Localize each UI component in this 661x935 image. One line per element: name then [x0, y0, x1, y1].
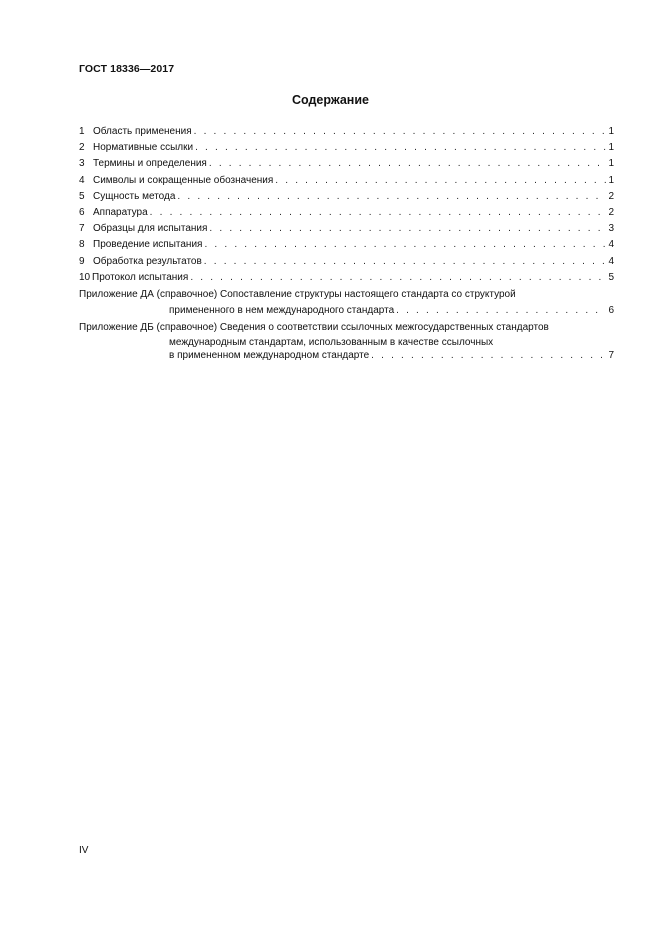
page-number: IV: [79, 845, 89, 856]
toc-item-page: 1: [608, 174, 614, 186]
toc-item-number: 1: [79, 126, 85, 137]
toc-title: Содержание: [291, 93, 369, 107]
toc-item-title: Область применения: [93, 126, 192, 137]
toc-appendix-title-cont: примененного в нем международного стандарта: [169, 305, 395, 317]
toc-leader: [195, 140, 606, 156]
toc-appendix-title: Приложение ДА (справочное) Сопоставление структуры настоящего стандарта со структурой: [79, 289, 516, 301]
toc-item-number: 9: [79, 255, 85, 267]
toc-item[interactable]: [79, 205, 614, 221]
toc-leader: [209, 221, 606, 237]
toc-item-title: Символы и сокращенные обозначения: [93, 174, 274, 186]
toc-item[interactable]: [79, 270, 614, 286]
toc-item-title: Проведение испытания: [93, 239, 203, 251]
toc-leader: [194, 124, 606, 140]
toc-item-title: Нормативные ссылки: [93, 142, 194, 154]
toc-item-page: 2: [608, 190, 614, 202]
toc-item-title: Термины и определения: [93, 158, 207, 170]
toc-item[interactable]: [79, 254, 614, 270]
toc-item[interactable]: [79, 221, 614, 237]
toc-appendix-row: [79, 348, 614, 364]
toc-leader: [204, 254, 606, 270]
toc-item-number: 7: [79, 223, 85, 235]
toc-leader: [177, 189, 606, 205]
toc-leader: [204, 237, 606, 253]
toc-item-number: 2: [79, 142, 85, 154]
toc-item-page: 6: [608, 305, 614, 317]
toc-item-number: 3: [79, 158, 85, 170]
toc-item-title: Сущность метода: [93, 190, 176, 202]
toc-item-page: 1: [608, 142, 614, 154]
toc-item-title: Обработка результатов: [93, 255, 202, 267]
toc-appendix-title-cont: в примененном международном стандарте: [169, 349, 370, 361]
toc-appendix-da[interactable]: [79, 287, 614, 319]
toc-item-page: 3: [608, 223, 614, 235]
toc-leader: [371, 348, 606, 364]
toc-item-page: 1: [608, 126, 614, 137]
toc-leader: [275, 173, 606, 189]
toc-item[interactable]: [79, 156, 614, 172]
toc-item-page: 4: [608, 255, 614, 267]
toc-item-number: 6: [79, 207, 85, 219]
toc-leader: [190, 270, 606, 286]
toc-item-page: 4: [608, 239, 614, 251]
toc-leader: [209, 156, 606, 172]
toc-item[interactable]: [79, 237, 614, 253]
toc-item[interactable]: [79, 189, 614, 205]
table-of-contents: [79, 124, 614, 364]
toc-appendix-title-cont: международным стандартам, использованным в качестве ссылочных: [169, 336, 494, 348]
toc-appendix-title: Приложение ДБ (справочное) Сведения о соответствии ссылочных межгосударственных стандартов: [79, 322, 549, 334]
toc-item-title: Образцы для испытания: [93, 223, 208, 235]
document-code: ГОСТ 18336—2017: [79, 63, 175, 75]
toc-item-title: Протокол испытания: [92, 271, 189, 283]
toc-item-page: 2: [608, 207, 614, 219]
toc-item-number: 5: [79, 190, 85, 202]
toc-item-page: 7: [608, 349, 614, 361]
toc-item-number: 10: [79, 271, 91, 283]
toc-leader: [150, 205, 606, 221]
toc-leader: [396, 303, 606, 319]
toc-item-number: 4: [79, 174, 85, 186]
toc-item[interactable]: [79, 173, 614, 189]
toc-item[interactable]: [79, 124, 614, 140]
toc-item-number: 8: [79, 239, 85, 251]
toc-item-title: Аппаратура: [93, 207, 148, 219]
toc-item-page: 5: [608, 271, 614, 283]
toc-appendix-row: [79, 303, 614, 319]
toc-item[interactable]: [79, 140, 614, 156]
toc-item-page: 1: [608, 158, 614, 170]
toc-appendix-db[interactable]: [79, 320, 614, 363]
